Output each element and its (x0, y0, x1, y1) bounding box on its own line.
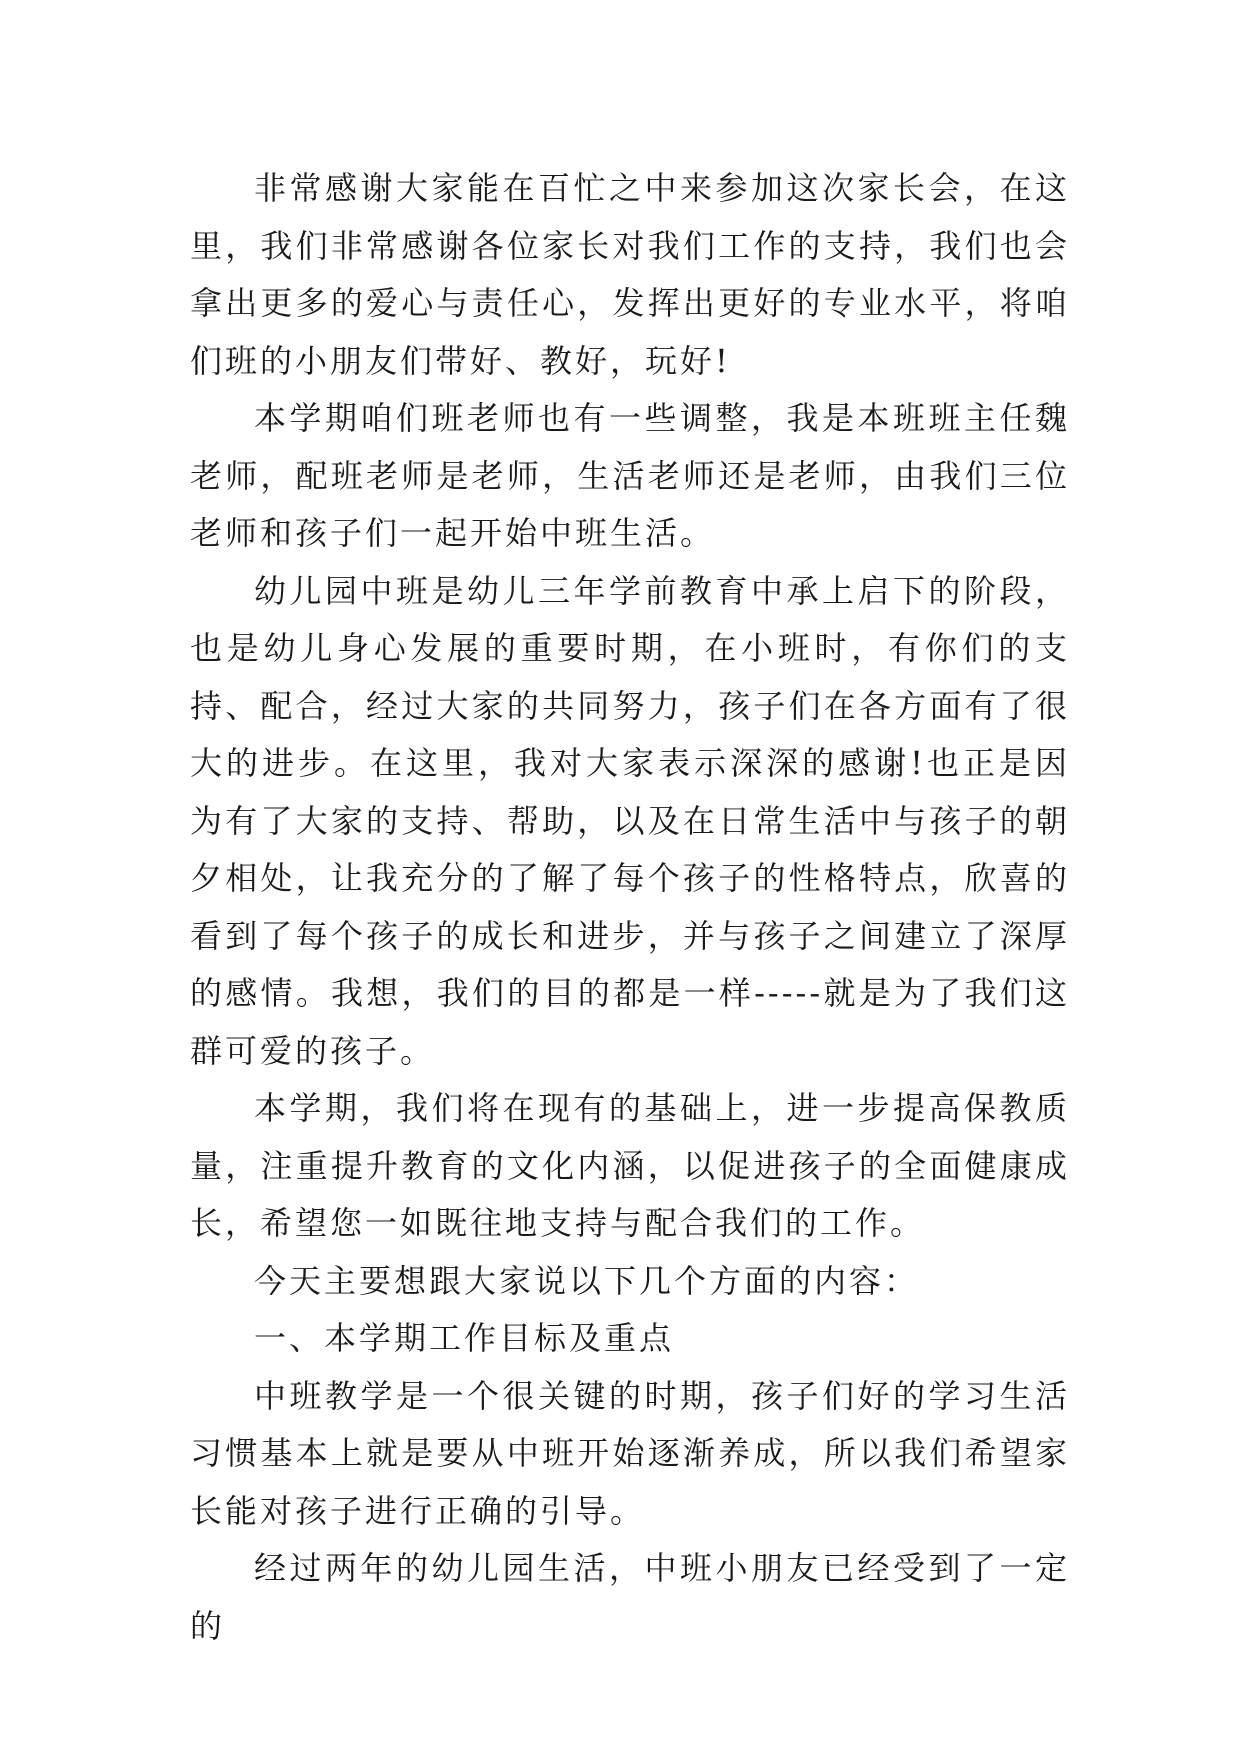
paragraph-middle-class-stage: 幼儿园中班是幼儿三年学前教育中承上启下的阶段，也是幼儿身心发展的重要时期，在小班时，有你们的支持、配合，经过大家的共同努力，孩子们在各方面有了很大的进步。在这里，我对大家表示深深的感谢!也正是因为有了大家的支持、帮助，以及在日常生活中与孩子的朝夕相处，让我充分的了解了每个孩子的性格特点，欣喜的看到了每个孩子的成长和进步，并与孩子之间建立了深厚的感情。我想，我们的目的都是一样-----就是为了我们这群可爱的孩子。 (190, 571, 1070, 1070)
paragraph-key-period: 中班教学是一个很关键的时期，孩子们好的学习生活习惯基本上就是要从中班开始逐渐养成，所以我们希望家长能对孩子进行正确的引导。 (190, 1376, 1070, 1530)
section-heading-1: 一、本学期工作目标及重点 (254, 1319, 675, 1357)
document-body (190, 160, 1070, 1655)
paragraph-two-years: 经过两年的幼儿园生活，中班小朋友已经受到了一定的 (190, 1549, 1070, 1645)
paragraph-greeting: 非常感谢大家能在百忙之中来参加这次家长会，在这里，我们非常感谢各位家长对我们工作的支持，我们也会拿出更多的爱心与责任心，发挥出更好的专业水平，将咱们班的小朋友们带好、教好，玩好! (190, 169, 1070, 380)
paragraph-semester-goals: 本学期，我们将在现有的基础上，进一步提高保教质量，注重提升教育的文化内涵，以促进孩子的全面健康成长，希望您一如既往地支持与配合我们的工作。 (190, 1089, 1070, 1242)
paragraph-teacher-changes: 本学期咱们班老师也有一些调整，我是本班班主任魏老师，配班老师是老师，生活老师还是老师，由我们三位老师和孩子们一起开始中班生活。 (190, 399, 1070, 552)
paragraph-agenda-intro: 今天主要想跟大家说以下几个方面的内容： (254, 1261, 920, 1300)
